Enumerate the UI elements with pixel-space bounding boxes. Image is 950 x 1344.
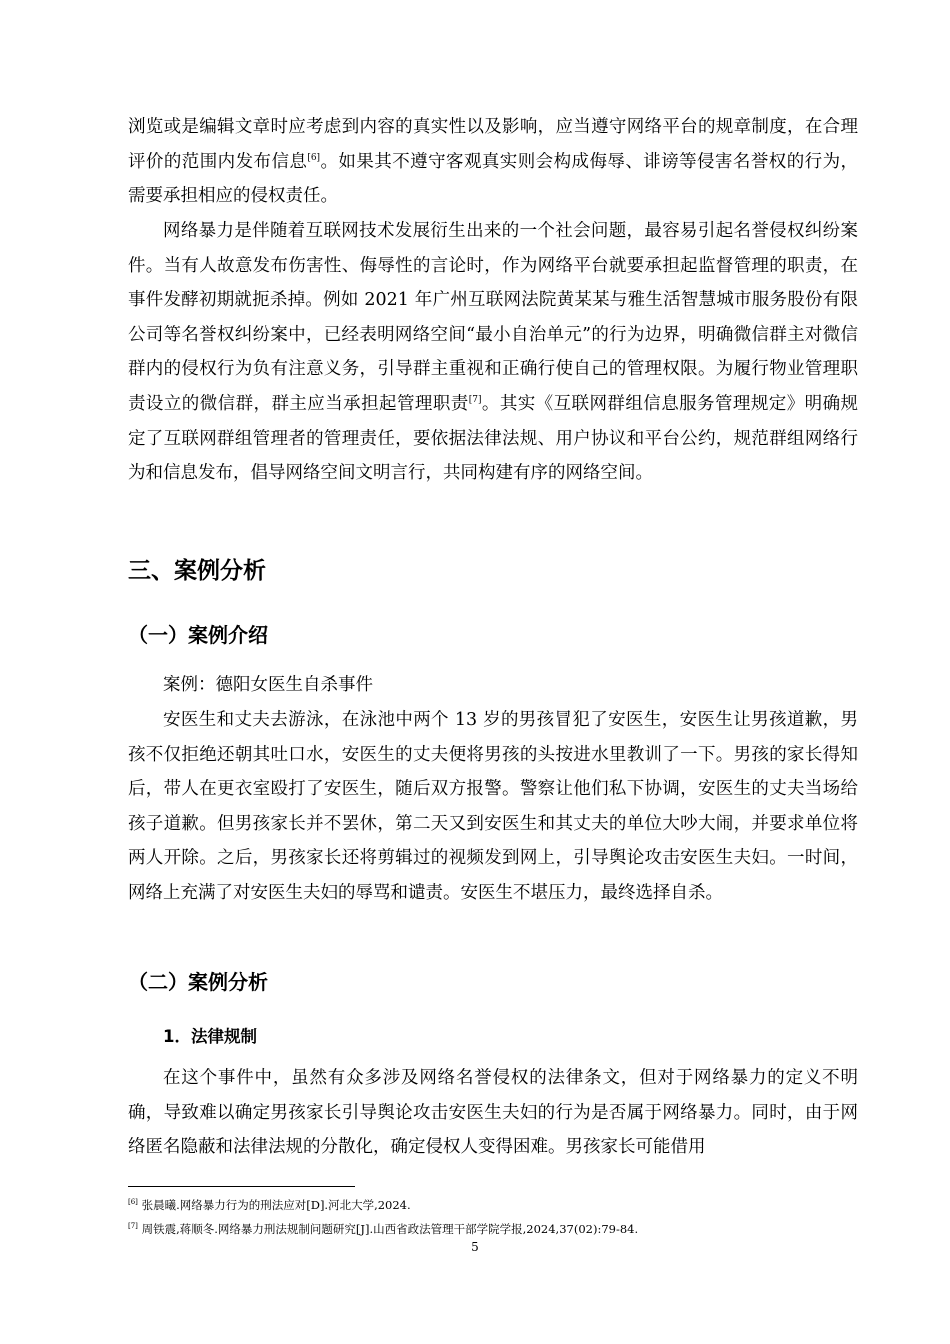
section-heading: 三、案例分析 (128, 558, 266, 584)
paragraph-network-violence (128, 214, 858, 491)
paragraph-text: 网络暴力是伴随着互联网技术发展衍生出来的一个社会问题，最容易引起名誉侵权纠纷案件。当有人故意发布伤害性、侮辱性的言论时，作为网络平台就要承担起监督管理的职责，在事件发酵初期就扼杀掉。例如 2021 年广州互联网法院黄某某与雅生活智慧城市服务股份有限公司等名誉权纠纷案中，已经表明网络空间“最小自治单元”的行为边界，明确微信群主对微信群内的侵权行为负有注意义务，引导群主重视和正确行使自己的管理权限。为履行物业管理职责设立的微信群，群主应当承担起管理职责 (128, 221, 858, 414)
paragraph-text: 浏览或是编辑文章时应考虑到内容的真实性以及影响，应当遵守网络平台的规章制度，在合理评价的范围内发布信息 (128, 117, 858, 172)
paragraph-case-body: 安医生和丈夫去游泳，在泳池中两个 13 岁的男孩冒犯了安医生，安医生让男孩道歉，男孩不仅拒绝还朝其吐口水，安医生的丈夫便将男孩的头按进水里教训了一下。男孩的家长得知后，带人在更衣室殴打了安医生，随后双方报警。警察让他们私下协调，安医生的丈夫当场给孩子道歉。但男孩家长并不罢休，第二天又到安医生和其丈夫的单位大吵大闹，并要求单位将两人开除。之后，男孩家长还将剪辑过的视频发到网上，引导舆论攻击安医生夫妇。一时间，网络上充满了对安医生夫妇的辱骂和谴责。安医生不堪压力，最终选择自杀。 (128, 710, 858, 903)
subsection-heading-case-intro: （一）案例介绍 (128, 623, 268, 647)
footnote-7 (128, 1221, 638, 1237)
footnote-text: 张晨曦.网络暴力行为的刑法应对[D].河北大学,2024. (137, 1198, 411, 1212)
citation-6: [6] (307, 152, 321, 163)
footnote-text: 周铁震,蒋顺冬.网络暴力刑法规制问题研究[J].山西省政法管理干部学院学报,2024,37(02):79-84. (137, 1222, 639, 1236)
paragraph-analysis: 在这个事件中，虽然有众多涉及网络名誉侵权的法律条文，但对于网络暴力的定义不明确，导致难以确定男孩家长引导舆论攻击安医生夫妇的行为是否属于网络暴力。同时，由于网络匿名隐蔽和法律法规的分散化，确定侵权人变得困难。男孩家长可能借用 (128, 1068, 858, 1158)
paragraph-intro (128, 110, 858, 214)
footnote-6 (128, 1197, 411, 1213)
paragraph-text: 。如果其不遵守客观真实则会构成侮辱、诽谤等侵害名誉权的行为，需要承担相应的侵权责任。 (128, 151, 858, 207)
subsection-heading-case-analysis: （二）案例分析 (128, 970, 268, 994)
footnote-mark: [6] (128, 1198, 138, 1207)
case-label: 案例：德阳女医生自杀事件 (163, 675, 373, 695)
subsubsection-heading-legal: 1．法律规制 (163, 1027, 257, 1046)
footnote-mark: [7] (128, 1222, 138, 1231)
citation-7: [7] (468, 395, 482, 406)
footnote-separator (128, 1186, 355, 1187)
paragraph-text: 。其实《互联网群组信息服务管理规定》明确规定了互联网群组管理者的管理责任，要依据法律法规、用户协议和平台公约，规范群组网络行为和信息发布，倡导网络空间文明言行，共同构建有序的网络空间。 (128, 393, 859, 484)
page-number: 5 (471, 1240, 479, 1254)
